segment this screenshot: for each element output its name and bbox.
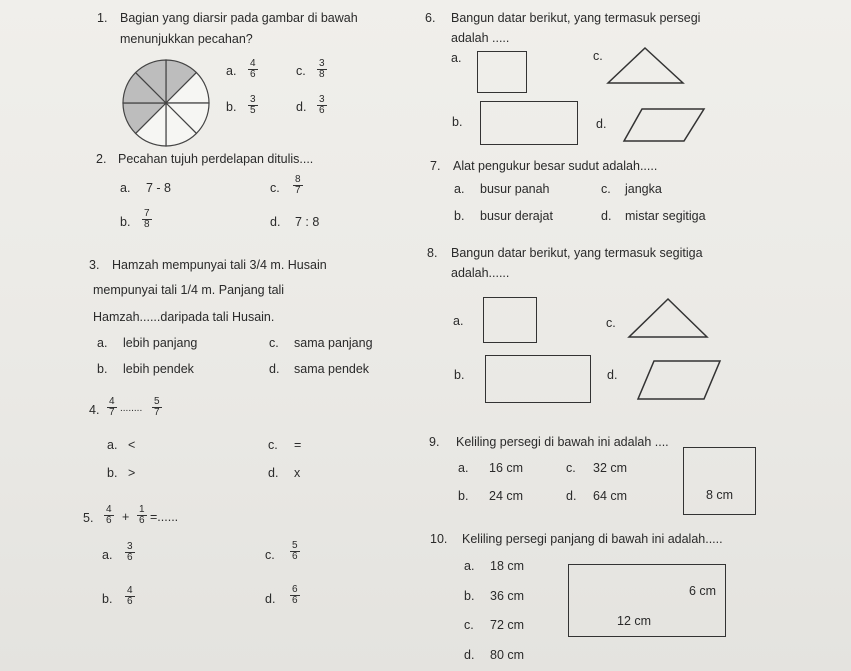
q2-option-c-letter: c. bbox=[270, 181, 280, 195]
q9-square-label: 8 cm bbox=[706, 488, 734, 502]
q5-option-b-fraction: $\frac{4}{6}$ bbox=[127, 585, 133, 607]
q6-label-b: b. bbox=[452, 115, 463, 129]
q5-option-c-fraction: $\frac{5}{6}$ bbox=[292, 540, 298, 562]
q7-text: Alat pengukur besar sudut adalah..... bbox=[453, 159, 658, 173]
q4-option-b-text: > bbox=[128, 466, 136, 480]
q7-option-b-letter: b. bbox=[454, 209, 465, 223]
q3-option-a-text: lebih panjang bbox=[123, 336, 198, 350]
q3-option-b-text: lebih pendek bbox=[123, 362, 194, 376]
q10-text: Keliling persegi panjang di bawah ini adalah..... bbox=[462, 532, 723, 546]
q2-option-d-text: 7 : 8 bbox=[295, 215, 320, 229]
q9-option-b-text: 24 cm bbox=[489, 489, 524, 503]
q3-number: 3. bbox=[89, 258, 100, 272]
q10-number: 10. bbox=[430, 532, 448, 546]
q10-option-a-text: 18 cm bbox=[490, 559, 525, 573]
q1-option-d-letter: d. bbox=[296, 100, 307, 114]
q1-option-b-letter: b. bbox=[226, 100, 237, 114]
q2-option-c-fraction: $\frac{8}{7}$ bbox=[295, 174, 301, 196]
q8-rectangle-shape bbox=[485, 355, 591, 403]
q5-number: 5. bbox=[83, 511, 94, 525]
q10-option-d-text: 80 cm bbox=[490, 648, 525, 662]
q5-option-d-fraction: $\frac{6}{6}$ bbox=[292, 584, 298, 606]
q4-option-d-letter: d. bbox=[268, 466, 279, 480]
q5-option-a-fraction: $\frac{3}{6}$ bbox=[127, 541, 133, 563]
q2-option-d-letter: d. bbox=[270, 215, 281, 229]
q5-plus: + bbox=[122, 510, 130, 524]
q6-triangle-shape bbox=[605, 46, 687, 86]
q4-option-b-letter: b. bbox=[107, 466, 118, 480]
q1-text-line2: menunjukkan pecahan? bbox=[120, 32, 253, 46]
q1-option-c-fraction: $\frac{3}{8}$ bbox=[319, 58, 325, 80]
q10-rectangle-figure bbox=[568, 564, 726, 637]
q9-option-a-text: 16 cm bbox=[489, 461, 524, 475]
q5-option-d-letter: d. bbox=[265, 592, 276, 606]
q2-option-b-letter: b. bbox=[120, 215, 131, 229]
q9-option-c-letter: c. bbox=[566, 461, 576, 475]
q7-number: 7. bbox=[430, 159, 441, 173]
q8-label-d: d. bbox=[607, 368, 618, 382]
q7-option-d-letter: d. bbox=[601, 209, 612, 223]
q3-option-a-letter: a. bbox=[97, 336, 108, 350]
q4-option-a-text: < bbox=[128, 438, 136, 452]
q8-label-c: c. bbox=[606, 316, 616, 330]
q6-number: 6. bbox=[425, 11, 436, 25]
q4-option-c-letter: c. bbox=[268, 438, 278, 452]
q1-text-line1: Bagian yang diarsir pada gambar di bawah bbox=[120, 11, 358, 25]
q8-number: 8. bbox=[427, 246, 438, 260]
q8-square-shape bbox=[483, 297, 537, 343]
q1-option-b-fraction: $\frac{3}{5}$ bbox=[250, 94, 256, 116]
q9-option-d-text: 64 cm bbox=[593, 489, 628, 503]
q8-triangle-shape bbox=[626, 297, 710, 339]
q7-option-b-text: busur derajat bbox=[480, 209, 553, 223]
q3-text-line3: Hamzah......daripada tali Husain. bbox=[93, 310, 275, 324]
q8-parallelogram-shape bbox=[636, 359, 722, 401]
q3-text-line1: Hamzah mempunyai tali 3/4 m. Husain bbox=[112, 258, 327, 272]
q5-fraction-2: $\frac{1}{6}$ bbox=[139, 504, 145, 526]
q6-text-line1: Bangun datar berikut, yang termasuk persegi bbox=[451, 11, 701, 25]
q10-bottom-label: 12 cm bbox=[617, 614, 652, 628]
q6-label-d: d. bbox=[596, 117, 607, 131]
q7-option-d-text: mistar segitiga bbox=[625, 209, 706, 223]
q6-square-shape bbox=[477, 51, 527, 93]
q7-option-a-text: busur panah bbox=[480, 182, 550, 196]
q9-option-a-letter: a. bbox=[458, 461, 469, 475]
q7-option-c-letter: c. bbox=[601, 182, 611, 196]
q4-option-c-text: = bbox=[294, 438, 302, 452]
q9-square-figure bbox=[683, 447, 756, 515]
q10-option-a-letter: a. bbox=[464, 559, 475, 573]
q4-dots: ........ bbox=[120, 403, 143, 414]
q4-option-a-letter: a. bbox=[107, 438, 118, 452]
q7-option-a-letter: a. bbox=[454, 182, 465, 196]
q1-pie-figure bbox=[121, 58, 211, 148]
q10-option-c-text: 72 cm bbox=[490, 618, 525, 632]
q10-option-c-letter: c. bbox=[464, 618, 474, 632]
q6-rectangle-shape bbox=[480, 101, 578, 145]
q3-option-d-text: sama pendek bbox=[294, 362, 370, 376]
q2-option-a-text: 7 - 8 bbox=[146, 181, 172, 195]
q10-option-d-letter: d. bbox=[464, 648, 475, 662]
q2-text: Pecahan tujuh perdelapan ditulis.... bbox=[118, 152, 314, 166]
q5-option-a-letter: a. bbox=[102, 548, 113, 562]
q3-option-c-text: sama panjang bbox=[294, 336, 373, 350]
q2-option-b-fraction: $\frac{7}{8}$ bbox=[144, 208, 150, 230]
q3-option-c-letter: c. bbox=[269, 336, 279, 350]
q5-option-b-letter: b. bbox=[102, 592, 113, 606]
q10-side-label: 6 cm bbox=[689, 584, 717, 598]
q4-right-fraction: $\frac{5}{7}$ bbox=[154, 396, 160, 418]
q8-text-line1: Bangun datar berikut, yang termasuk segitiga bbox=[451, 246, 703, 260]
q6-text-line2: adalah ..... bbox=[451, 31, 510, 45]
q3-option-b-letter: b. bbox=[97, 362, 108, 376]
q1-option-d-fraction: $\frac{3}{6}$ bbox=[319, 94, 325, 116]
q2-option-a-letter: a. bbox=[120, 181, 131, 195]
q10-option-b-text: 36 cm bbox=[490, 589, 525, 603]
q6-label-a: a. bbox=[451, 51, 462, 65]
q5-fraction-1: $\frac{4}{6}$ bbox=[106, 504, 112, 526]
q4-option-d-text: x bbox=[294, 466, 301, 480]
q9-number: 9. bbox=[429, 435, 440, 449]
q6-label-c: c. bbox=[593, 49, 603, 63]
q9-option-d-letter: d. bbox=[566, 489, 577, 503]
q9-option-c-text: 32 cm bbox=[593, 461, 628, 475]
q5-option-c-letter: c. bbox=[265, 548, 275, 562]
q7-option-c-text: jangka bbox=[625, 182, 662, 196]
q3-text-line2: mempunyai tali 1/4 m. Panjang tali bbox=[93, 283, 285, 297]
q9-option-b-letter: b. bbox=[458, 489, 469, 503]
q4-number: 4. bbox=[89, 403, 100, 417]
q1-option-a-letter: a. bbox=[226, 64, 237, 78]
q3-option-d-letter: d. bbox=[269, 362, 280, 376]
q10-option-b-letter: b. bbox=[464, 589, 475, 603]
q1-number: 1. bbox=[97, 11, 108, 25]
q6-parallelogram-shape bbox=[622, 107, 706, 143]
q8-label-a: a. bbox=[453, 314, 464, 328]
q2-number: 2. bbox=[96, 152, 107, 166]
q8-label-b: b. bbox=[454, 368, 465, 382]
q8-text-line2: adalah...... bbox=[451, 266, 510, 280]
q4-left-fraction: $\frac{4}{7}$ bbox=[109, 396, 115, 418]
q1-option-a-fraction: $\frac{4}{6}$ bbox=[250, 58, 256, 80]
q5-equals: =...... bbox=[150, 510, 179, 524]
q1-option-c-letter: c. bbox=[296, 64, 306, 78]
q9-text: Keliling persegi di bawah ini adalah .... bbox=[456, 435, 669, 449]
